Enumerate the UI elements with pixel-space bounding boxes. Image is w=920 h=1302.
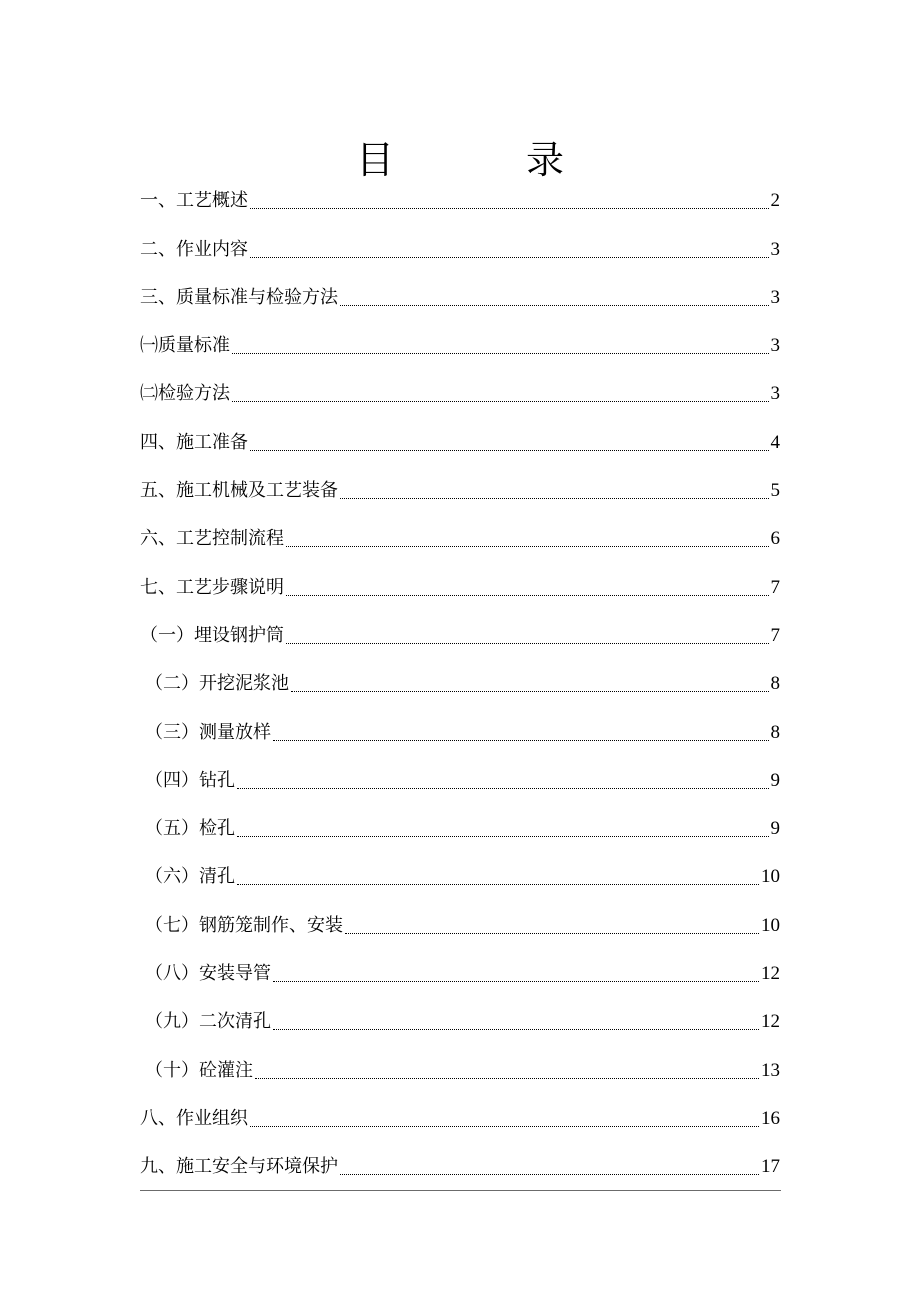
toc-dot-leader <box>237 884 759 885</box>
toc-entry-page: 8 <box>770 721 780 743</box>
toc-entry-label: 二、作业内容 <box>140 238 248 260</box>
toc-entry-page: 4 <box>770 431 780 453</box>
toc-dot-leader <box>340 305 769 306</box>
toc-dot-leader <box>255 1078 759 1079</box>
toc-dot-leader <box>273 981 759 982</box>
toc-entry-label: （三）测量放样 <box>145 721 271 743</box>
toc-dot-leader <box>237 836 769 837</box>
toc-dot-leader <box>286 595 769 596</box>
toc-dot-leader <box>345 933 759 934</box>
toc-dot-leader <box>286 643 769 644</box>
toc-entry-page: 3 <box>770 335 780 357</box>
toc-entry[interactable] <box>140 225 780 273</box>
toc-entry-label: （七）钢筋笼制作、安装 <box>145 914 343 936</box>
toc-entry[interactable] <box>140 177 780 225</box>
toc-dot-leader <box>250 1126 759 1127</box>
toc-entry[interactable] <box>140 1046 780 1094</box>
toc-entry[interactable] <box>140 612 780 660</box>
toc-title: 目 录 <box>355 138 625 182</box>
toc-entry[interactable] <box>140 708 780 756</box>
toc-entry-page: 13 <box>761 1059 780 1081</box>
toc-entry[interactable] <box>140 998 780 1046</box>
toc-entry-page: 3 <box>770 383 780 405</box>
footer-divider <box>140 1190 781 1191</box>
toc-entry-label: 八、作业组织 <box>140 1107 248 1129</box>
toc-dot-leader <box>286 546 769 547</box>
toc-entry-label: 九、施工安全与环境保护 <box>140 1156 338 1178</box>
toc-entry-page: 12 <box>761 963 780 985</box>
toc-entry-page: 9 <box>770 769 780 791</box>
toc-entry-label: （四）钻孔 <box>145 769 235 791</box>
toc-entry[interactable] <box>140 515 780 563</box>
toc-entry-label: ㈠质量标准 <box>140 335 230 357</box>
toc-entry-page: 3 <box>770 286 780 308</box>
toc-entry[interactable] <box>140 950 780 998</box>
toc-entry-page: 2 <box>770 190 780 212</box>
toc-entry[interactable] <box>140 418 780 466</box>
toc-entry[interactable] <box>140 322 780 370</box>
toc-entry-label: 五、施工机械及工艺装备 <box>140 480 338 502</box>
toc-dot-leader <box>237 788 769 789</box>
toc-entry[interactable] <box>140 660 780 708</box>
toc-entry-label: 六、工艺控制流程 <box>140 528 284 550</box>
toc-entry-page: 10 <box>761 866 780 888</box>
toc-entry[interactable] <box>140 757 780 805</box>
toc-dot-leader <box>232 353 769 354</box>
toc-dot-leader <box>273 1029 759 1030</box>
toc-dot-leader <box>291 691 769 692</box>
toc-entry-label: （一）埋设钢护筒 <box>140 624 284 646</box>
toc-entry-page: 9 <box>770 818 780 840</box>
toc-entry-label: 一、工艺概述 <box>140 190 248 212</box>
toc-entry-page: 10 <box>761 914 780 936</box>
toc-dot-leader <box>273 740 769 741</box>
toc-entry-label: （十）砼灌注 <box>145 1059 253 1081</box>
toc-entry-label: ㈡检验方法 <box>140 383 230 405</box>
toc-entry-page: 7 <box>770 576 780 598</box>
toc-entry-label: （八）安装导管 <box>145 963 271 985</box>
toc-entry[interactable] <box>140 853 780 901</box>
toc-entry[interactable] <box>140 370 780 418</box>
toc-entry[interactable] <box>140 1143 780 1191</box>
toc-entry-label: 三、质量标准与检验方法 <box>140 286 338 308</box>
toc-entry[interactable] <box>140 805 780 853</box>
toc-entry-page: 6 <box>770 528 780 550</box>
toc-dot-leader <box>340 498 769 499</box>
toc-dot-leader <box>340 1174 759 1175</box>
toc-entry-page: 16 <box>761 1107 780 1129</box>
toc-dot-leader <box>232 401 769 402</box>
toc-dot-leader <box>250 208 769 209</box>
table-of-contents <box>140 177 780 1191</box>
toc-entry-page: 17 <box>761 1156 780 1178</box>
toc-entry[interactable] <box>140 1095 780 1143</box>
toc-entry-label: （九）二次清孔 <box>145 1011 271 1033</box>
toc-entry-label: （六）清孔 <box>145 866 235 888</box>
toc-entry[interactable] <box>140 467 780 515</box>
toc-entry-label: （五）检孔 <box>145 818 235 840</box>
toc-entry-page: 3 <box>770 238 780 260</box>
toc-dot-leader <box>250 450 769 451</box>
toc-entry[interactable] <box>140 274 780 322</box>
toc-entry-page: 7 <box>770 624 780 646</box>
toc-entry-page: 12 <box>761 1011 780 1033</box>
toc-entry[interactable] <box>140 901 780 949</box>
toc-entry-label: （二）开挖泥浆池 <box>145 673 289 695</box>
toc-entry-page: 5 <box>770 480 780 502</box>
toc-entry-page: 8 <box>770 673 780 695</box>
toc-entry-label: 四、施工准备 <box>140 431 248 453</box>
toc-entry[interactable] <box>140 563 780 611</box>
toc-entry-label: 七、工艺步骤说明 <box>140 576 284 598</box>
toc-dot-leader <box>250 257 769 258</box>
